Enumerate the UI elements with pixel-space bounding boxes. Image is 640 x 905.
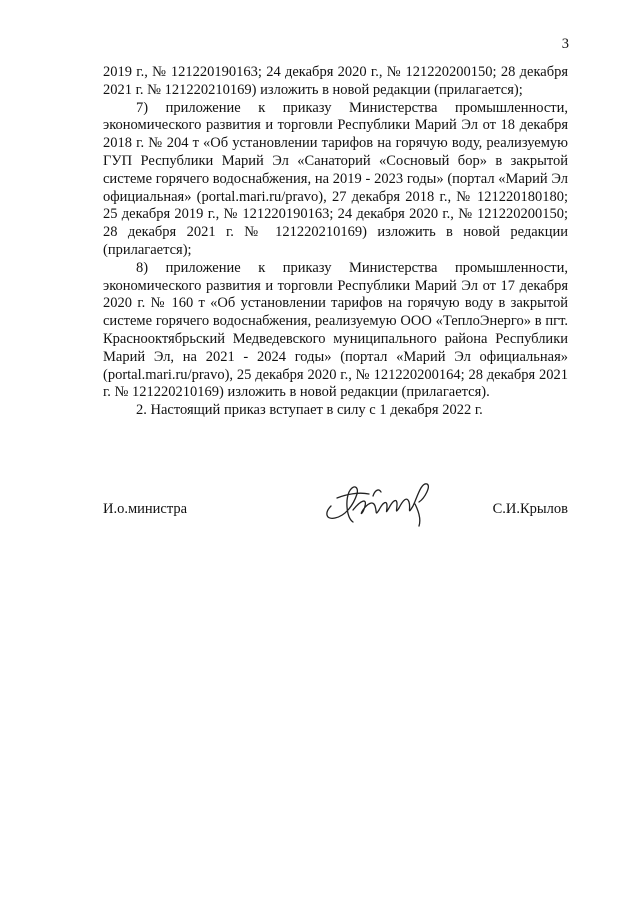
signatory-title: И.о.министра [103,501,188,517]
handwritten-signature [323,476,443,528]
paragraph-item-8: 8) приложение к приказу Министерства промышленности, экономического развития и торговли Республики Марий Эл от 17 декабря 2020 г. № 160 т «Об установлении тарифов на горячую воду в закрытой системе горячего водоснабжения, реализуемую ООО «ТеплоЭнерго» в пгт. Краснооктябрьский Медведевского муниципального района Республики Марий Эл, на 2021 - 2024 годы» (портал «Марий Эл официальная» (portal.mari.ru/pravo), 25 декабря 2020 г., № 121220200164; 28 декабря 2021 г. № 121220210169) изложить в новой редакции (прилагается). [103,259,568,401]
page-number: 3 [561,36,569,52]
paragraph-item-7: 7) приложение к приказу Министерства промышленности, экономического развития и торговли Республики Марий Эл от 18 декабря 2018 г. № 204 т «Об установлении тарифов на горячую воду, реализуемую ГУП Республики Марий Эл «Санаторий «Сосновый бор» в закрытой системе горячего водоснабжения, на 2019 - 2023 годы» (портал «Марий Эл официальная» (portal.mari.ru/pravo), 27 декабря 2018 г., № 121220180180; 25 декабря 2019 г., № 121220190163; 24 декабря 2020 г., № 121220200150; 28 декабря 2021 г. № 121220210169) изложить в новой редакции (прилагается); [103,99,568,258]
paragraph-effective-date: 2. Настоящий приказ вступает в силу с 1 декабря 2022 г. [136,402,483,419]
signatory-name: С.И.Крылов [492,501,568,517]
signature-block [103,476,568,536]
paragraph-continuation: 2019 г., № 121220190163; 24 декабря 2020 г., № 121220200150; 28 декабря 2021 г. № 121220210169) изложить в новой редакции (прилагается); [103,64,568,98]
document-body [103,64,568,420]
